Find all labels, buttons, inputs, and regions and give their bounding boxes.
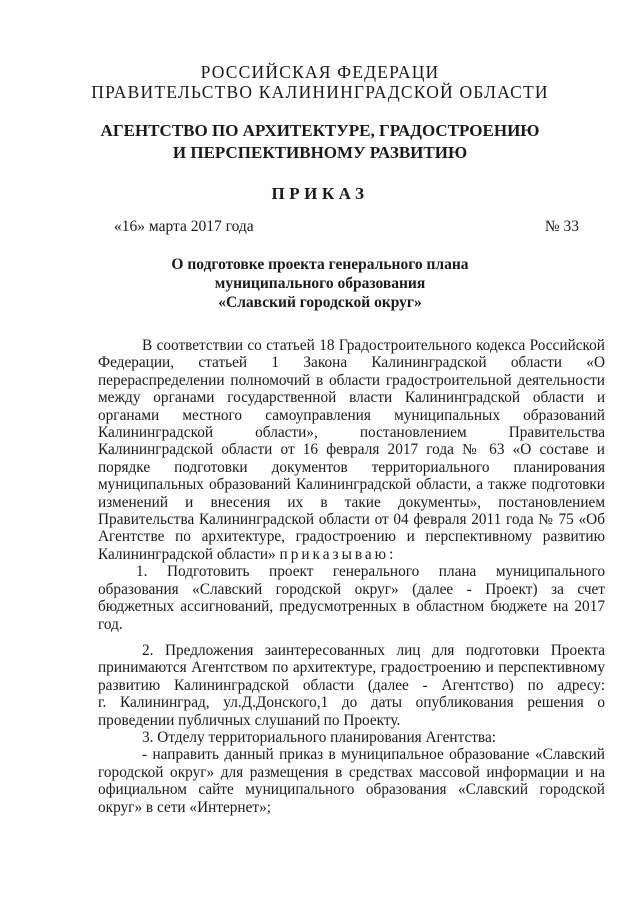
body-line: Агентстве по архитектуре, градостроению и перспективному развитию: [98, 528, 605, 546]
government-header: ПРАВИТЕЛЬСТВО КАЛИНИНГРАДСКОЙ ОБЛАСТИ: [91, 82, 549, 102]
document-subject: [0, 255, 640, 312]
body-line: развитию Калининградской области (далее - Агентство) по адресу:: [98, 676, 605, 694]
body-line: проведении публичных слушаний по Проекту.: [98, 711, 401, 729]
body-line: образования «Славский городской округ» (далее - Проект) за счет: [98, 580, 605, 598]
subject-line: «Славский городской округ»: [218, 294, 422, 311]
body-line: изменений и внесения их в такие документы», постановлением: [98, 493, 605, 511]
body-line: год.: [98, 615, 123, 633]
body-line: г. Калининград, ул.Д.Донского,1 до даты опубликования решения о: [98, 694, 605, 712]
body-line: Федерации, статьей 1 Закона Калининградской области «О: [98, 354, 605, 372]
subject-line: муниципального образования: [214, 275, 426, 292]
body-line: 3. Отделу территориального планирования Агентства:: [142, 728, 496, 746]
body-line: принимаются Агентством по архитектуре, градостроению и перспективному: [98, 659, 605, 677]
document-type-title: ПРИКАЗ: [271, 184, 369, 203]
document-number: № 33: [544, 218, 579, 235]
body-line: бюджетных ассигнований, предусмотренных в областном бюджете на 2017: [98, 598, 605, 616]
body-line: городской округ» для размещения в средствах массовой информации и на: [98, 763, 605, 781]
body-line: органами местного самоуправления муниципальных образований: [98, 406, 605, 424]
body-line: 1. Подготовить проект генерального плана муниципального: [136, 563, 605, 581]
body-line: округ» в сети «Интернет»;: [98, 798, 271, 816]
body-line: официальном сайте муниципального образования «Славский городской: [98, 781, 605, 799]
body-line: между органами государственной власти Калининградской области и: [98, 389, 605, 407]
order-word: приказываю:: [279, 545, 397, 563]
body-line: 2. Предложения заинтересованных лиц для подготовки Проекта: [142, 641, 605, 659]
document-date: «16» марта 2017 года: [114, 218, 254, 235]
body-line: муниципальных образований Калининградской области, а также подготовки: [98, 476, 605, 494]
body-line: Правительства Калининградской области от 04 февраля 2011 года № 75 «Об: [98, 511, 605, 529]
body-line: [98, 546, 605, 563]
body-line: порядке подготовки документов территориального планирования: [98, 458, 605, 476]
body-text: Калининградской области»: [98, 545, 276, 563]
body-line: Калининградской области», постановлением Правительства: [98, 424, 605, 442]
body-line: Калининградской области от 16 февраля 2017 года № 63 «О составе и: [98, 441, 605, 459]
country-header: РОССИЙСКАЯ ФЕДЕРАЦИ: [200, 62, 440, 82]
document-body: [98, 337, 605, 816]
agency-name-line1: АГЕНТСТВО ПО АРХИТЕКТУРЕ, ГРАДОСТРОЕНИЮ: [100, 121, 540, 140]
body-line: - направить данный приказ в муниципальное образование «Славский: [142, 746, 605, 764]
body-line: перераспределении полномочий в области градостроительной деятельности: [98, 371, 605, 389]
agency-name-line2: И ПЕРСПЕКТИВНОМУ РАЗВИТИЮ: [172, 143, 468, 162]
body-line: В соответствии со статьей 18 Градостроительного кодекса Российской: [142, 337, 605, 354]
subject-line: О подготовке проекта генерального плана: [171, 256, 469, 273]
